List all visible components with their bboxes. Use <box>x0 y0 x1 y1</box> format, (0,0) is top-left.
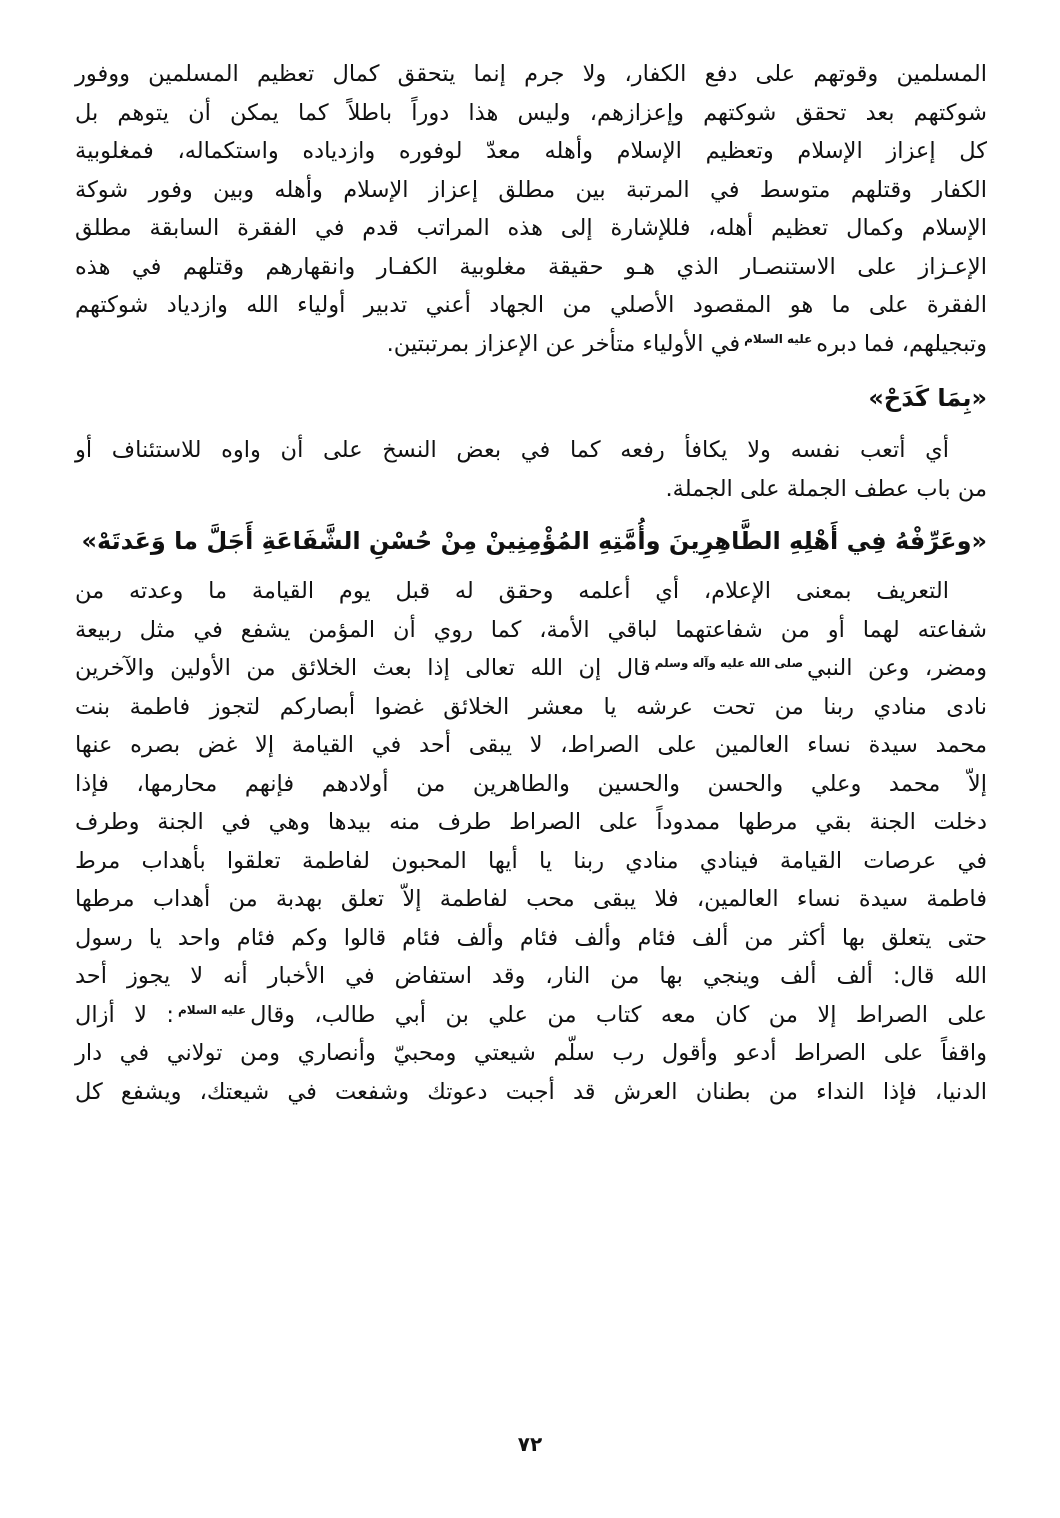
text-line: المسلمين وقوتهم على دفع الكفار، ولا جرم إنما يتحقق كمال تعظيم المسلمين ووفور <box>75 61 987 87</box>
text-line: شفاعته لهما أو من شفاعتهما لباقي الأمة، كما روي أن المؤمن يشفع في مثل ربيعة <box>75 616 987 643</box>
text-line: محمد سيدة نساء العالمين على الصراط، لا يبقى أحد في القيامة إلا غض بصره عنها <box>75 732 987 758</box>
text-line: التعريف بمعنى الإعلام، أي أعلمه وحقق له قبل يوم القيامة ما وعدته من <box>75 578 949 604</box>
text-line: الله قال: ألف ألف وينجي بها من النار، وقد استفاض في الأخبار أنه لا يجوز أحد <box>75 963 987 989</box>
paragraph-2 <box>75 431 987 508</box>
text-line: فاطمة سيدة نساء العالمين، فلا يبقى محب لفاطمة إلاّ تعلق بهدبة من أهداب مرطها <box>75 886 987 912</box>
text-line: الدنيا، فإذا النداء من بطنان العرش قد أجبت دعوتك وشفعت في شيعتك، ويشفع كل <box>75 1078 987 1105</box>
paragraph-1 <box>75 55 987 363</box>
text-line: واقفاً على الصراط أدعو وأقول رب سلّم شيعتي ومحبيّ وأنصاري ومن تولاني في دار <box>75 1040 987 1066</box>
text-line: إلاّ محمد وعلي والحسن والحسين والطاهرين من أولادهم فإنهم محارمها، فإذا <box>75 770 987 797</box>
text-segment: على الصراط إلا من كان معه كتاب من علي بن أبي طالب، وقال <box>250 1001 987 1028</box>
text-line <box>75 325 987 364</box>
text-line <box>75 649 987 688</box>
text-line: أي أتعب نفسه ولا يكافأ رفعه كما في بعض النسخ على أن واوه للاستئناف أو <box>75 437 949 463</box>
text-line: دخلت الجنة بقي مرطها ممدوداً على الصراط طرف منه بيدها وهي في الجنة وطرف <box>75 809 987 835</box>
text-segment: : لا أزال <box>75 1001 174 1028</box>
text-line: من باب عطف الجملة على الجملة. <box>665 475 987 502</box>
quoted-heading-2: «وعَرِّفْهُ فِي أَهْلِهِ الطَّاهِرِينَ وأُمَّتِهِ المُؤْمِنِينْ مِنْ حُسْنِ الشَّفَاعَةِ أَجَلَّ ما وَعَدتَهْ» <box>81 527 987 555</box>
honorific-glyph: عليه السلام <box>744 331 813 346</box>
honorific-glyph: عليه السلام <box>177 1002 247 1017</box>
text-line: شوكتهم بعد تحقق شوكتهم وإعزازهم، وليس هذا دوراً باطلاً كما يمكن أن يتوهم بل <box>75 99 987 126</box>
paragraph-3 <box>75 572 987 1111</box>
page-number: ٧٢ <box>517 1432 543 1456</box>
text-segment: قال إن الله تعالى إذا بعث الخلائق من الأولين والآخرين <box>75 655 651 681</box>
text-line <box>75 996 987 1035</box>
text-line: نادى منادي ربنا من تحت عرشه يا معشر الخلائق غضوا أبصاركم لتجوز فاطمة بنت <box>75 693 987 720</box>
text-line: كل إعزاز الإسلام وتعظيم الإسلام وأهله معدّ لوفوره وازدياده واستكماله، فمغلوبية <box>75 138 987 164</box>
text-segment: في الأولياء متأخر عن الإعزاز بمرتبتين. <box>386 330 741 357</box>
text-line: حتى يتعلق بها أكثر من ألف فئام وألف فئام وألف فئام قالوا وكم فئام واحد يا رسول <box>75 924 987 951</box>
text-segment: ومضر، وعن النبي <box>807 655 987 681</box>
page-body <box>75 55 987 1111</box>
text-line: الإسلام وكمال تعظيم أهله، فللإشارة إلى هذه المراتب قدم في الفقرة السابقة مطلق <box>75 215 987 241</box>
text-line: الكفار وقتلهم متوسط في المرتبة بين مطلق إعزاز الإسلام وأهله وبين وفور شوكة <box>75 176 987 203</box>
text-line: في عرصات القيامة فينادي منادي ربنا يا أيها المحبون لفاطمة تعلقوا بأهداب مرط <box>75 847 987 874</box>
text-segment: وتبجيلهم، فما دبره <box>816 330 987 357</box>
quoted-heading-1: «بِمَا كَدَحْ» <box>868 384 987 412</box>
text-line: الفقرة على ما هو المقصود الأصلي من الجهاد أعني تدبير أولياء الله وازدياد شوكتهم <box>75 292 987 318</box>
text-line: الإعـزاز على الاستنصـار الذي هـو حقيقة مغلوبية الكفـار وانقهارهم وقتلهم في هذه <box>75 253 987 280</box>
honorific-glyph: صلى الله عليه وآله وسلم <box>654 656 804 670</box>
